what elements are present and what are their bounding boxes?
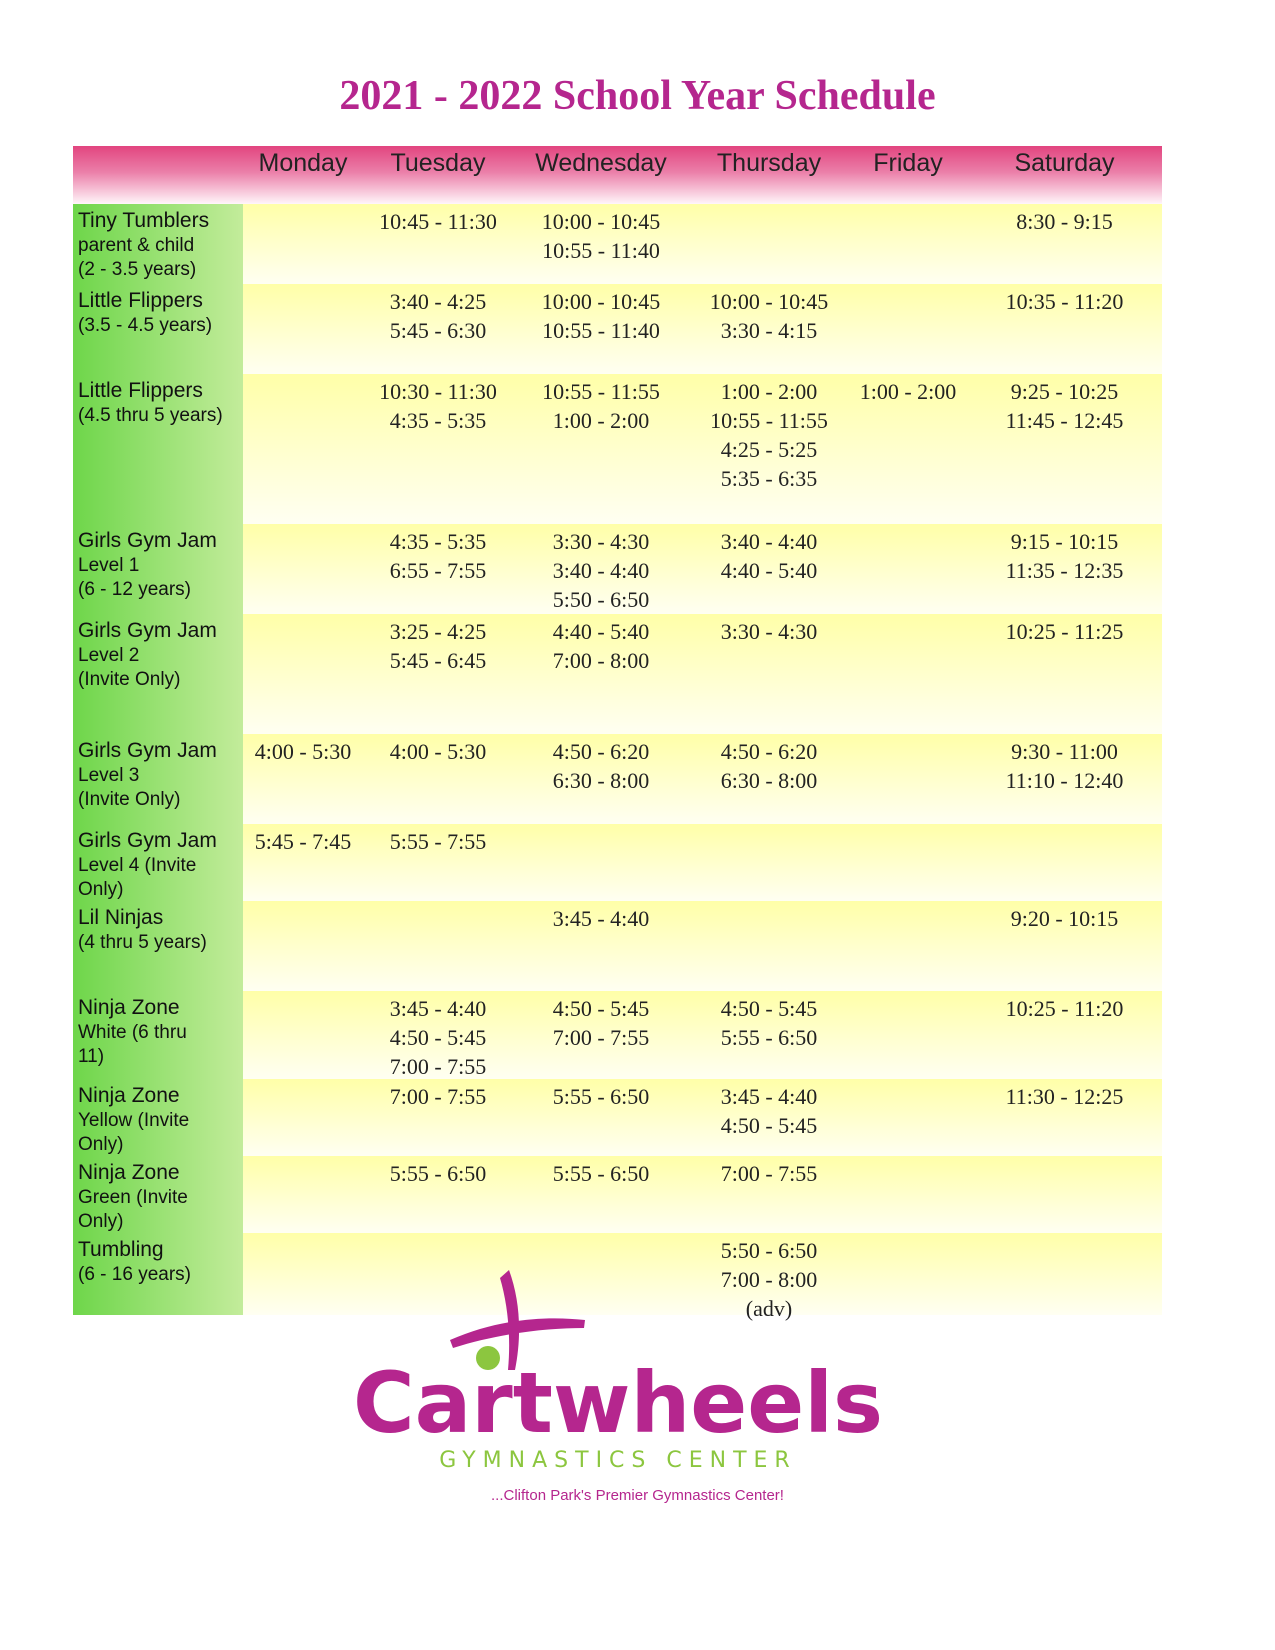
time-cell-saturday: 8:30 - 9:15: [1016, 209, 1113, 234]
class-details: Level 4 (Invite Only): [78, 855, 197, 900]
class-title: Tiny Tumblers: [78, 209, 210, 232]
time-cell-tuesday: 10:30 - 11:30 4:35 - 5:35: [379, 379, 497, 433]
class-details: Level 2 (Invite Only): [78, 645, 181, 690]
class-title: Girls Gym Jam: [78, 619, 217, 642]
class-details: Level 1 (6 - 12 years): [78, 555, 191, 600]
time-cell-wednesday: 4:40 - 5:40 7:00 - 8:00: [552, 619, 650, 673]
class-title: Ninja Zone: [78, 996, 180, 1019]
time-cell-tuesday: 7:00 - 7:55: [389, 1084, 487, 1109]
time-cell-tuesday: 10:45 - 11:30: [379, 209, 497, 234]
time-cell-thursday: 1:00 - 2:00 10:55 - 11:55 4:25 - 5:25 5:35 - 6:35: [710, 379, 828, 491]
class-title: Little Flippers: [78, 379, 203, 402]
class-title: Ninja Zone: [78, 1084, 180, 1107]
time-cell-wednesday: 4:50 - 6:20 6:30 - 8:00: [552, 739, 650, 793]
time-cell-saturday: 10:35 - 11:20: [1005, 289, 1124, 314]
header-tuesday: Tuesday: [390, 149, 486, 177]
time-cell-saturday: 9:15 - 10:15 11:35 - 12:35: [1005, 529, 1124, 583]
class-details: (3.5 - 4.5 years): [78, 315, 213, 336]
time-cell-saturday: 10:25 - 11:25: [1005, 619, 1124, 644]
class-title: Lil Ninjas: [78, 906, 164, 929]
time-cell-wednesday: 4:50 - 5:45 7:00 - 7:55: [552, 996, 650, 1050]
class-details: Yellow (Invite Only): [78, 1110, 190, 1155]
class-title: Tumbling: [78, 1238, 164, 1261]
time-cell-tuesday: 5:55 - 6:50: [389, 1161, 487, 1186]
time-cell-tuesday: 4:35 - 5:35 6:55 - 7:55: [389, 529, 487, 583]
time-cell-saturday: 11:30 - 12:25: [1005, 1084, 1124, 1109]
class-title: Ninja Zone: [78, 1161, 180, 1184]
time-cell-wednesday: 10:00 - 10:45 10:55 - 11:40: [541, 289, 661, 343]
time-cell-friday: 1:00 - 2:00: [859, 379, 957, 404]
time-cell-tuesday: 3:25 - 4:25 5:45 - 6:45: [389, 619, 487, 673]
time-cell-thursday: 4:50 - 6:20 6:30 - 8:00: [720, 739, 818, 793]
time-cell-monday: 5:45 - 7:45: [254, 829, 352, 854]
class-details: White (6 thru 11): [78, 1022, 187, 1067]
class-details: (6 - 16 years): [78, 1264, 191, 1285]
class-title: Little Flippers: [78, 289, 203, 312]
header-thursday: Thursday: [716, 149, 822, 177]
header-wednesday: Wednesday: [535, 149, 667, 177]
class-title: Girls Gym Jam: [78, 529, 217, 552]
class-title: Girls Gym Jam: [78, 829, 217, 852]
time-cell-thursday: 7:00 - 7:55: [720, 1161, 818, 1186]
header-friday: Friday: [873, 149, 943, 177]
time-cell-wednesday: 5:55 - 6:50: [552, 1084, 650, 1109]
tagline: ...Clifton Park's Premier Gymnastics Center!: [491, 1487, 784, 1504]
class-details: Green (Invite Only): [78, 1187, 188, 1232]
logo-name: Cartwheels: [352, 1354, 884, 1452]
time-cell-thursday: 3:40 - 4:40 4:40 - 5:40: [720, 529, 818, 583]
time-cell-tuesday: 3:45 - 4:40 4:50 - 5:45 7:00 - 7:55: [389, 996, 487, 1079]
class-details: (4.5 thru 5 years): [78, 405, 223, 426]
time-cell-saturday: 9:25 - 10:25 11:45 - 12:45: [1005, 379, 1124, 433]
time-cell-thursday: 4:50 - 5:45 5:55 - 6:50: [720, 996, 818, 1050]
time-cell-thursday: 10:00 - 10:45 3:30 - 4:15: [709, 289, 829, 343]
class-details: parent & child (2 - 3.5 years): [78, 235, 197, 280]
time-cell-tuesday: 4:00 - 5:30: [389, 739, 487, 764]
time-cell-saturday: 10:25 - 11:20: [1005, 996, 1124, 1021]
time-cell-saturday: 9:20 - 10:15: [1010, 906, 1119, 931]
time-cell-wednesday: 10:55 - 11:55 1:00 - 2:00: [542, 379, 660, 433]
time-cell-wednesday: 3:45 - 4:40: [552, 906, 650, 931]
time-cell-wednesday: 3:30 - 4:30 3:40 - 4:40 5:50 - 6:50: [552, 529, 650, 612]
time-cell-saturday: 9:30 - 11:00 11:10 - 12:40: [1005, 739, 1124, 793]
time-cell-wednesday: 10:00 - 10:45 10:55 - 11:40: [541, 209, 661, 263]
time-cell-thursday: 3:45 - 4:40 4:50 - 5:45: [720, 1084, 818, 1138]
time-cell-wednesday: 5:55 - 6:50: [552, 1161, 650, 1186]
time-cell-thursday: 5:50 - 6:50 7:00 - 8:00 (adv): [720, 1238, 818, 1321]
logo-subtitle: GYMNASTICS CENTER: [439, 1448, 797, 1473]
time-cell-thursday: 3:30 - 4:30: [720, 619, 818, 644]
header-saturday: Saturday: [1014, 149, 1115, 177]
header-monday: Monday: [258, 149, 348, 177]
page-title: 2021 - 2022 School Year Schedule: [339, 73, 936, 119]
time-cell-monday: 4:00 - 5:30: [254, 739, 352, 764]
class-title: Girls Gym Jam: [78, 739, 217, 762]
class-details: Level 3 (Invite Only): [78, 765, 181, 810]
time-cell-tuesday: 5:55 - 7:55: [389, 829, 487, 854]
time-cell-tuesday: 3:40 - 4:25 5:45 - 6:30: [389, 289, 487, 343]
class-details: (4 thru 5 years): [78, 932, 207, 953]
